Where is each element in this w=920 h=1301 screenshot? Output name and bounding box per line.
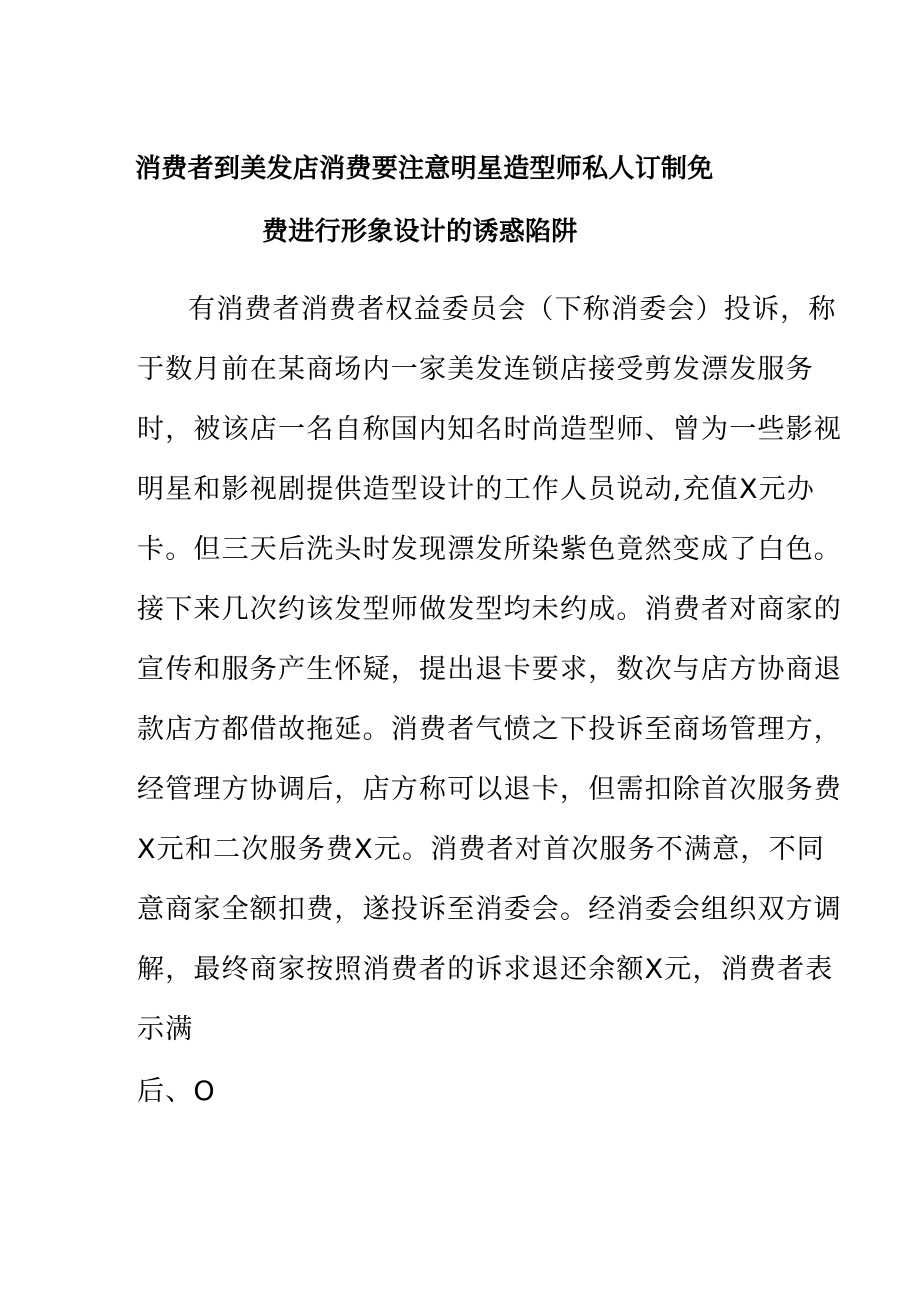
body-line: 有消费者消费者权益委员会（下称消委会）投诉，称 xyxy=(188,294,837,325)
body-line: X元和二次服务费X元。消费者对首次服务不满意，不同 xyxy=(137,834,825,865)
body-line: 明星和影视剧提供造型设计的工作人员说动,充值X元办 xyxy=(137,474,816,505)
document-title-line-1: 消费者到美发店消费要注意明星造型师私人订制免 xyxy=(135,154,714,184)
body-line: 示满 xyxy=(137,1014,194,1045)
body-line: 宣传和服务产生怀疑，提出退卡要求，数次与店方协商退 xyxy=(137,654,842,685)
body-line: 接下来几次约该发型师做发型均未约成。消费者对商家的 xyxy=(137,594,842,625)
body-line: 时，被该店一名自称国内知名时尚造型师、曾为一些影视 xyxy=(137,414,842,445)
body-line: 款店方都借故拖延。消费者气愤之下投诉至商场管理方， xyxy=(137,714,842,745)
document-title-line-2: 费进行形象设计的诱惑陷阱 xyxy=(262,217,578,247)
body-line: 意商家全额扣费，遂投诉至消委会。经消委会组织双方调 xyxy=(137,894,842,925)
body-line: 后、O xyxy=(137,1076,216,1107)
body-line: 卡。但三天后洗头时发现漂发所染紫色竟然变成了白色。 xyxy=(137,534,842,565)
body-line: 经管理方协调后，店方称可以退卡，但需扣除首次服务费 xyxy=(137,774,842,805)
body-line: 解，最终商家按照消费者的诉求退还余额X元，消费者表 xyxy=(137,954,834,985)
body-line: 于数月前在某商场内一家美发连锁店接受剪发漂发服务 xyxy=(137,354,814,385)
